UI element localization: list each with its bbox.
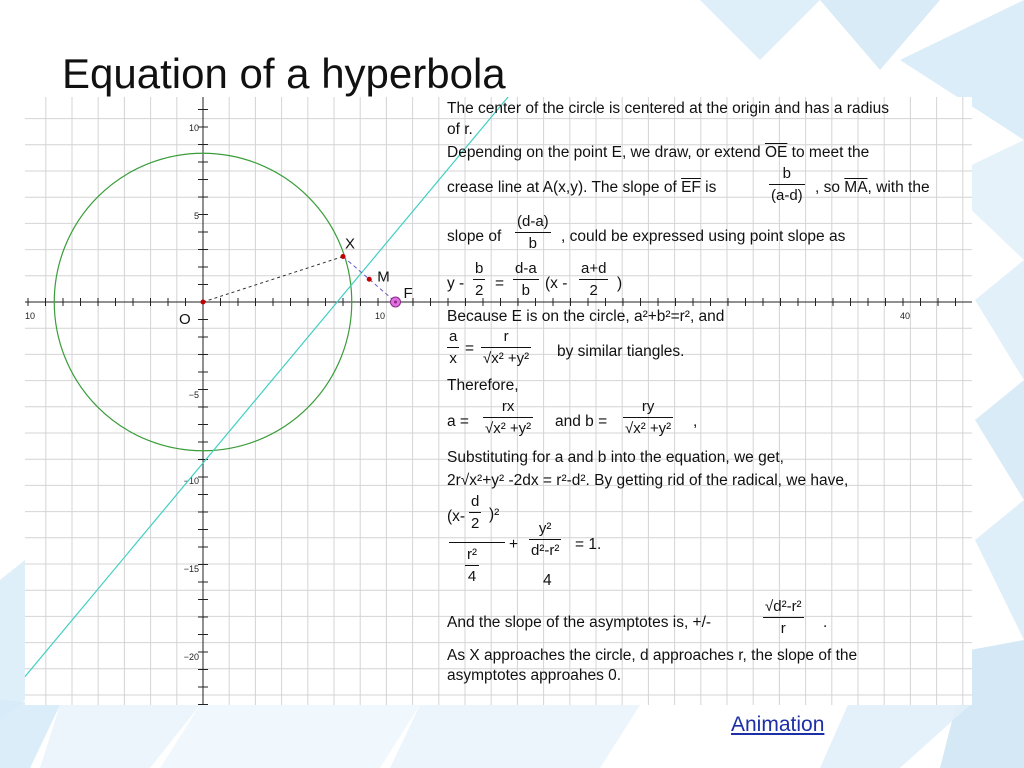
text-line: slope of [447,228,502,245]
text-line: (x- [447,508,466,525]
y-tick-label: −10 [183,476,199,486]
text-line: (x - [545,275,568,292]
label-f: F [403,285,413,302]
text-line: , [693,413,698,430]
fraction: $\frac{a}{x}$ [449,328,458,367]
point-x [341,254,346,259]
text-line: , so $\overline{MA}$, with the [815,179,930,196]
text-line: Because E is on the circle, a²+b²=r², and [447,308,725,325]
fraction: $\frac{a+d}{2}$ [581,260,607,299]
text-line: . [823,614,828,631]
fraction: $\frac{ry}{\text{√x² +y²}}$ [625,398,672,437]
fraction: $\frac{\text{√d²-r²}}{r}$ [765,598,802,637]
text-line: 2r√x²+y² -2dx = r²-d². By getting rid of the radical, we have, [447,472,849,489]
fraction: $\frac{b}{(a-d)}$ [771,165,803,204]
text-line: Substituting for a and b into the equation, we get, [447,449,784,466]
text-line: )² [489,506,500,523]
text-line: , could be expressed using point slope as [561,228,846,245]
fraction: $\frac{\text{r²}}{4}$ [467,546,477,585]
y-tick-label: −20 [183,652,199,662]
y-tick-label: 10 [188,123,199,133]
point-o [201,300,206,305]
text-line: The center of the circle is centered at the origin and has a radius [447,100,889,117]
point-m [367,277,372,282]
y-tick-label: −5 [188,390,199,400]
label-x: X [345,235,356,253]
text-line: y - [447,275,465,292]
point-f-center [394,301,397,304]
y-tick-label: 5 [193,211,199,221]
label-m: M [377,268,390,286]
fraction: $\frac{d}{2}$ [471,493,480,532]
x-tick-label: 10 [375,311,386,321]
slide-title: Equation of a hyperbola [62,50,506,97]
fraction: $\frac{rx}{\text{√x² +y²}}$ [485,398,532,437]
text-line: 4 [543,572,552,589]
text-line: a = [447,413,469,430]
text-line: And the slope of the asymptotes is, +/- [447,614,712,631]
text-line: = [465,340,475,357]
x-tick-label: 10 [25,311,36,321]
fraction: $\frac{(d-a)}{b}$ [517,213,549,252]
animation-link[interactable]: Animation [731,713,825,736]
label-o: O [179,311,191,328]
text-line: + [509,536,519,553]
text-line: Depending on the point E, we draw, or extend $\overline{OE}$ to meet the [447,144,870,161]
text-line: ) [617,275,623,292]
text-line: of r. [447,121,473,138]
x-tick-label: 40 [900,311,911,321]
text-line: and b = [555,413,608,430]
fraction: $\frac{\text{y²}}{\text{d²-r²}}$ [531,520,560,559]
fraction: $\frac{b}{2}$ [475,260,484,299]
fraction-bar [449,542,505,543]
text-line: = 1. [575,536,602,553]
text-line: As X approaches the circle, d approaches r, the slope of the [447,647,858,664]
text-line: Therefore, [447,377,519,394]
fraction: $\frac{d-a}{b}$ [515,260,537,299]
y-tick-label: −15 [183,564,199,574]
text-line: by similar tiangles. [557,343,685,360]
text-line: = [495,275,505,292]
text-line: crease line at A(x,y). The slope of $\overline{EF}$ is [447,179,717,196]
fraction: $\frac{r}{\text{√x² +y²}}$ [483,328,530,367]
text-line: asymptotes approahes 0. [447,667,622,684]
